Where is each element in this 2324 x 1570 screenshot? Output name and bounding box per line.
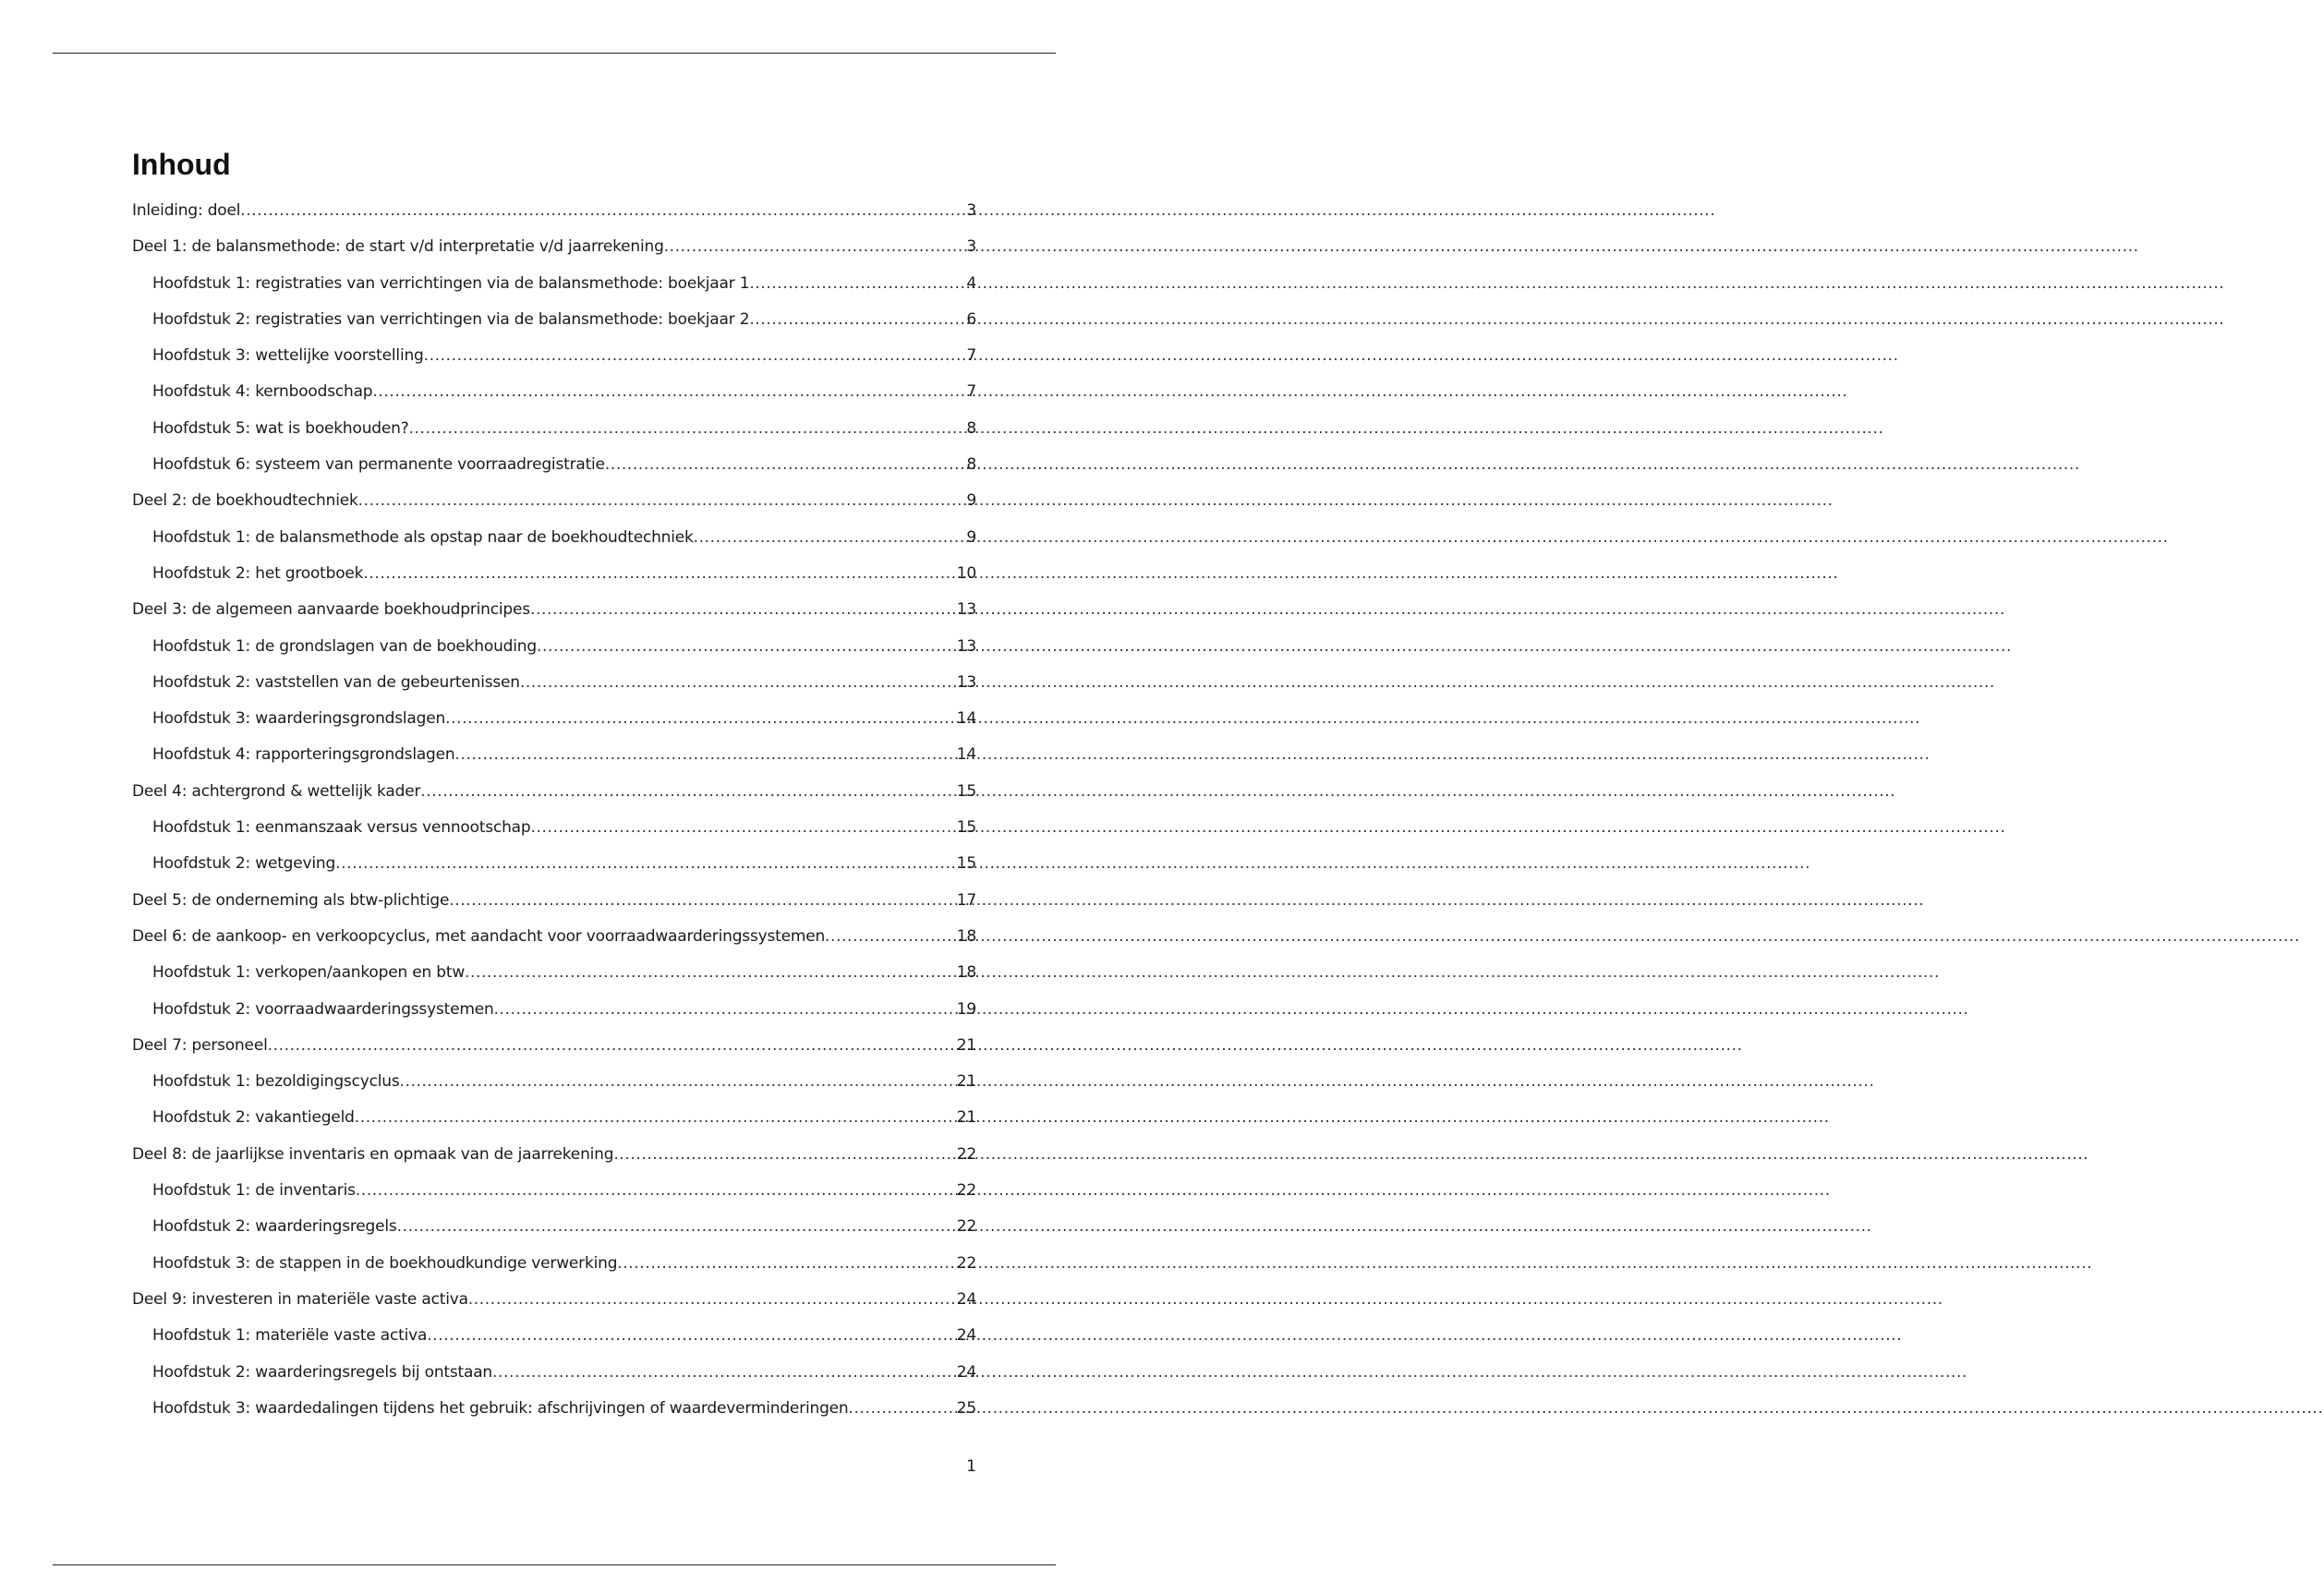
toc-entry-page: 14 (956, 709, 976, 729)
toc-entry-page: 8 (966, 418, 976, 438)
toc-dot-leader (530, 600, 957, 619)
toc-entry-text: Deel 6: de aankoop- en verkoopcyclus, met aandacht voor voorraadwaarderingssystemen (132, 926, 826, 946)
table-of-contents (132, 201, 976, 1435)
toc-entry-chapter[interactable] (132, 854, 976, 890)
toc-entry-text: Hoofdstuk 6: systeem van permanente voorraadregistratie (152, 455, 605, 475)
toc-entry-part[interactable] (132, 237, 976, 273)
toc-entry-text: Deel 2: de boekhoudtechniek (132, 491, 358, 511)
toc-dot-leader (420, 782, 957, 801)
toc-dot-leader (455, 745, 957, 764)
toc-entry-text: Hoofdstuk 1: de inventaris (152, 1181, 356, 1201)
toc-entry-page: 22 (956, 1181, 976, 1201)
toc-entry-text: Deel 9: investeren in materiële vaste activa (132, 1289, 468, 1309)
toc-entry-text: Inleiding: doel (132, 201, 241, 220)
toc-entry-chapter[interactable] (132, 963, 976, 999)
toc-entry-chapter[interactable] (132, 1217, 976, 1253)
toc-dot-leader (537, 637, 957, 656)
toc-dot-leader (400, 1072, 957, 1091)
toc-entry-text: Hoofdstuk 3: waarderingsgrondslagen (152, 709, 446, 729)
toc-entry-text: Hoofdstuk 1: bezoldigingscyclus (152, 1072, 400, 1092)
toc-entry-text: Hoofdstuk 5: wat is boekhouden? (152, 418, 409, 438)
toc-entry-chapter[interactable] (132, 419, 976, 455)
toc-entry-chapter[interactable] (132, 455, 976, 491)
toc-dot-leader (409, 419, 967, 438)
toc-entry-text: Hoofdstuk 4: rapporteringsgrondslagen (152, 745, 455, 765)
toc-entry-part[interactable] (132, 1036, 976, 1072)
toc-entry-text: Hoofdstuk 1: de balansmethode als opstap naar de boekhoudtechniek (152, 527, 694, 547)
toc-entry-text: Hoofdstuk 1: de grondslagen van de boekhouding (152, 636, 537, 656)
toc-dot-leader (240, 201, 966, 220)
toc-entry-page: 19 (956, 999, 976, 1019)
toc-entry-chapter[interactable] (132, 310, 976, 346)
toc-dot-leader (613, 1145, 956, 1164)
toc-entry-text: Hoofdstuk 1: materiële vaste activa (152, 1326, 428, 1346)
toc-dot-leader (468, 1290, 957, 1309)
toc-dot-leader (531, 818, 957, 837)
page-number: 1 (966, 1457, 976, 1476)
toc-entry-part[interactable] (132, 600, 976, 636)
toc-entry-text: Deel 1: de balansmethode: de start v/d interpretatie v/d jaarrekening (132, 237, 664, 257)
toc-entry-chapter[interactable] (132, 818, 976, 854)
toc-dot-leader (664, 237, 967, 256)
toc-entry-text: Hoofdstuk 1: eenmanszaak versus vennootschap (152, 818, 531, 838)
toc-dot-leader (825, 927, 957, 946)
toc-dot-leader (849, 1399, 957, 1418)
toc-entry-text: Hoofdstuk 2: waarderingsregels (152, 1217, 397, 1237)
toc-dot-leader (424, 346, 967, 365)
toc-entry-page: 10 (956, 563, 976, 583)
toc-dot-leader (268, 1036, 957, 1055)
header-rule (53, 53, 1056, 54)
toc-entry-page: 14 (956, 745, 976, 765)
toc-entry-text: Hoofdstuk 2: vaststellen van de gebeurtenissen (152, 672, 520, 692)
toc-entry-page: 22 (956, 1253, 976, 1273)
toc-dot-leader (335, 854, 957, 873)
toc-entry-chapter[interactable] (132, 709, 976, 745)
toc-entry-chapter[interactable] (132, 564, 976, 600)
toc-entry-page: 8 (966, 455, 976, 475)
toc-entry-part[interactable] (132, 1145, 976, 1181)
toc-entry-page: 17 (956, 890, 976, 910)
toc-dot-leader (520, 673, 957, 692)
toc-entry-page: 22 (956, 1217, 976, 1237)
toc-entry-page: 7 (966, 346, 976, 366)
toc-entry-page: 15 (956, 818, 976, 838)
toc-dot-leader (372, 382, 966, 401)
toc-dot-leader (694, 528, 967, 547)
toc-entry-chapter[interactable] (132, 637, 976, 673)
toc-dot-leader (445, 709, 957, 728)
toc-entry-text: Hoofdstuk 2: waarderingsregels bij ontstaan (152, 1362, 492, 1382)
toc-dot-leader (427, 1326, 957, 1345)
toc-entry-part[interactable] (132, 491, 976, 527)
toc-dot-leader (356, 1181, 957, 1200)
toc-dot-leader (492, 1363, 957, 1382)
toc-entry-page: 25 (956, 1398, 976, 1418)
toc-dot-leader (749, 274, 966, 293)
toc-entry-text: Deel 8: de jaarlijkse inventaris en opmaak van de jaarrekening (132, 1144, 614, 1164)
toc-entry-part[interactable] (132, 927, 976, 963)
toc-entry-text: Deel 7: personeel (132, 1035, 268, 1055)
toc-entry-page: 18 (956, 926, 976, 946)
toc-entry-page: 24 (956, 1326, 976, 1346)
toc-entry-chapter[interactable] (132, 1000, 976, 1036)
toc-entry-text: Hoofdstuk 4: kernboodschap (152, 382, 373, 402)
toc-entry-text: Hoofdstuk 1: registraties van verrichtingen via de balansmethode: boekjaar 1 (152, 273, 750, 293)
toc-entry-chapter[interactable] (132, 1363, 976, 1399)
toc-entry-part[interactable] (132, 782, 976, 818)
toc-entry-chapter[interactable] (132, 1254, 976, 1290)
toc-entry-text: Hoofdstuk 2: wetgeving (152, 854, 336, 874)
toc-dot-leader (465, 963, 957, 982)
toc-entry-text: Deel 4: achtergrond & wettelijk kader (132, 781, 421, 801)
toc-entry-page: 7 (966, 382, 976, 402)
toc-entry-text: Hoofdstuk 1: verkopen/aankopen en btw (152, 963, 466, 983)
toc-entry-page: 3 (966, 201, 976, 220)
footer-rule (53, 1564, 1056, 1565)
toc-entry-chapter[interactable] (132, 1181, 976, 1217)
toc-entry-text: Hoofdstuk 3: de stappen in de boekhoudkundige verwerking (152, 1253, 618, 1273)
toc-entry-chapter[interactable] (132, 1326, 976, 1362)
toc-entry-page: 24 (956, 1289, 976, 1309)
toc-entry-part[interactable] (132, 201, 976, 237)
toc-entry-text: Hoofdstuk 2: registraties van verrichtingen via de balansmethode: boekjaar 2 (152, 309, 750, 329)
toc-entry-chapter[interactable] (132, 346, 976, 382)
toc-entry-text: Hoofdstuk 2: voorraadwaarderingssystemen (152, 999, 494, 1019)
toc-entry-chapter[interactable] (132, 1399, 976, 1435)
toc-entry-chapter[interactable] (132, 1108, 976, 1144)
toc-entry-text: Hoofdstuk 2: het grootboek (152, 563, 364, 583)
toc-entry-page: 15 (956, 781, 976, 801)
toc-entry-text: Hoofdstuk 3: wettelijke voorstelling (152, 346, 424, 366)
toc-entry-chapter[interactable] (132, 528, 976, 564)
toc-entry-page: 4 (966, 273, 976, 293)
toc-entry-page: 21 (956, 1108, 976, 1128)
toc-entry-page: 13 (956, 672, 976, 692)
toc-entry-chapter[interactable] (132, 673, 976, 709)
toc-dot-leader (617, 1254, 956, 1273)
toc-entry-page: 6 (966, 309, 976, 329)
toc-dot-leader (494, 1000, 957, 1019)
toc-dot-leader (358, 491, 967, 510)
toc-entry-page: 22 (956, 1144, 976, 1164)
toc-entry-part[interactable] (132, 1290, 976, 1326)
toc-dot-leader (397, 1217, 957, 1236)
toc-entry-page: 15 (956, 854, 976, 874)
toc-entry-page: 13 (956, 636, 976, 656)
toc-dot-leader (749, 310, 966, 329)
toc-entry-page: 21 (956, 1035, 976, 1055)
toc-entry-text: Deel 3: de algemeen aanvaarde boekhoudprincipes (132, 600, 530, 620)
toc-entry-chapter[interactable] (132, 745, 976, 781)
toc-entry-page: 9 (966, 527, 976, 547)
toc-entry-page: 3 (966, 237, 976, 257)
toc-dot-leader (605, 455, 967, 474)
toc-entry-page: 13 (956, 600, 976, 620)
toc-entry-part[interactable] (132, 891, 976, 927)
toc-entry-chapter[interactable] (132, 382, 976, 418)
toc-entry-page: 21 (956, 1072, 976, 1092)
toc-entry-text: Hoofdstuk 3: waardedalingen tijdens het gebruik: afschrijvingen of waardeverminderingen (152, 1398, 849, 1418)
toc-entry-chapter[interactable] (132, 1072, 976, 1108)
toc-entry-page: 18 (956, 963, 976, 983)
toc-title: Inhoud (132, 148, 231, 181)
toc-entry-page: 9 (966, 491, 976, 511)
toc-dot-leader (363, 564, 956, 583)
toc-entry-text: Deel 5: de onderneming als btw-plichtige (132, 890, 450, 910)
toc-dot-leader (355, 1108, 957, 1127)
toc-entry-page: 24 (956, 1362, 976, 1382)
toc-dot-leader (449, 891, 957, 910)
toc-entry-chapter[interactable] (132, 274, 976, 310)
toc-entry-text: Hoofdstuk 2: vakantiegeld (152, 1108, 355, 1128)
